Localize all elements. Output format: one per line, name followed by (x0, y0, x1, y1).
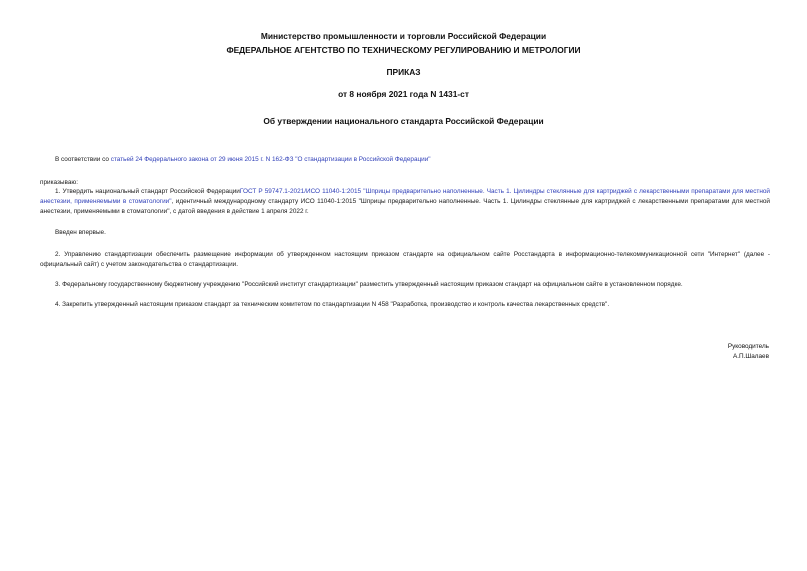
agency-heading: ФЕДЕРАЛЬНОЕ АГЕНТСТВО ПО ТЕХНИЧЕСКОМУ РЕГУЛИРОВАНИЮ И МЕТРОЛОГИИ (226, 45, 581, 55)
item-3: 3. Федеральному государственному бюджетному учреждению "Российский институт стандартизации" разместить утвержденный настоящим приказом стандарт на официальном сайте в установленном порядке. (55, 281, 683, 288)
document-type: ПРИКАЗ (386, 67, 421, 77)
item-1-prefix: 1. Утвердить национальный стандарт Российской Федерации (55, 188, 240, 195)
gost-standard-link[interactable]: ГОСТ Р 59747.1-2021/ИСО 11040-1:2015 "Шприцы предварительно наполненные. Часть 1. Цилиндры стеклянные для картриджей с лекарственными препаратами для местной анестезии, применяемыми в стоматологии" (40, 188, 771, 205)
document-subject: Об утверждении национального стандарта Российской Федерации (263, 116, 544, 126)
ministry-heading: Министерство промышленности и торговли Российской Федерации (260, 31, 547, 41)
document-date: от 8 ноября 2021 года N 1431-ст (338, 89, 469, 99)
federal-law-link[interactable]: статьей 24 Федерального закона от 29 июня 2015 г. N 162-ФЗ "О стандартизации в Российской Федерации" (110, 156, 431, 163)
preamble-prefix: В соответствии со (55, 156, 111, 163)
signature-name: А.П.Шалаев (732, 353, 769, 360)
item-4: 4. Закрепить утвержденный настоящим приказом стандарт за техническим комитетом по стандартизации N 458 "Разработка, производство и контроль качества лекарственных средств". (55, 301, 610, 308)
signature-title: Руководитель (727, 343, 769, 350)
item-1-suffix: , идентичный международному стандарту ИСО 11040-1:2015 "Шприцы предварительно наполненные. Часть 1. Цилиндры стеклянные для картриджей с лекарственными препаратами для местной анестезии, применяемыми в стоматологии", с датой введения в действие 1 апреля 2022 г. (40, 198, 770, 215)
item-1 (40, 187, 770, 217)
item-2: 2. Управлению стандартизации обеспечить размещение информации об утвержденном настоящим приказом стандарте на официальном сайте Росстандарта в информационно-телекоммуникационной сети "Интернет" (далее - официальный сайт) с учетом законодательства о стандартизации. (40, 251, 770, 268)
preamble (55, 155, 775, 165)
introduced-note: Введен впервые. (55, 229, 106, 236)
order-word: приказываю: (40, 179, 78, 186)
